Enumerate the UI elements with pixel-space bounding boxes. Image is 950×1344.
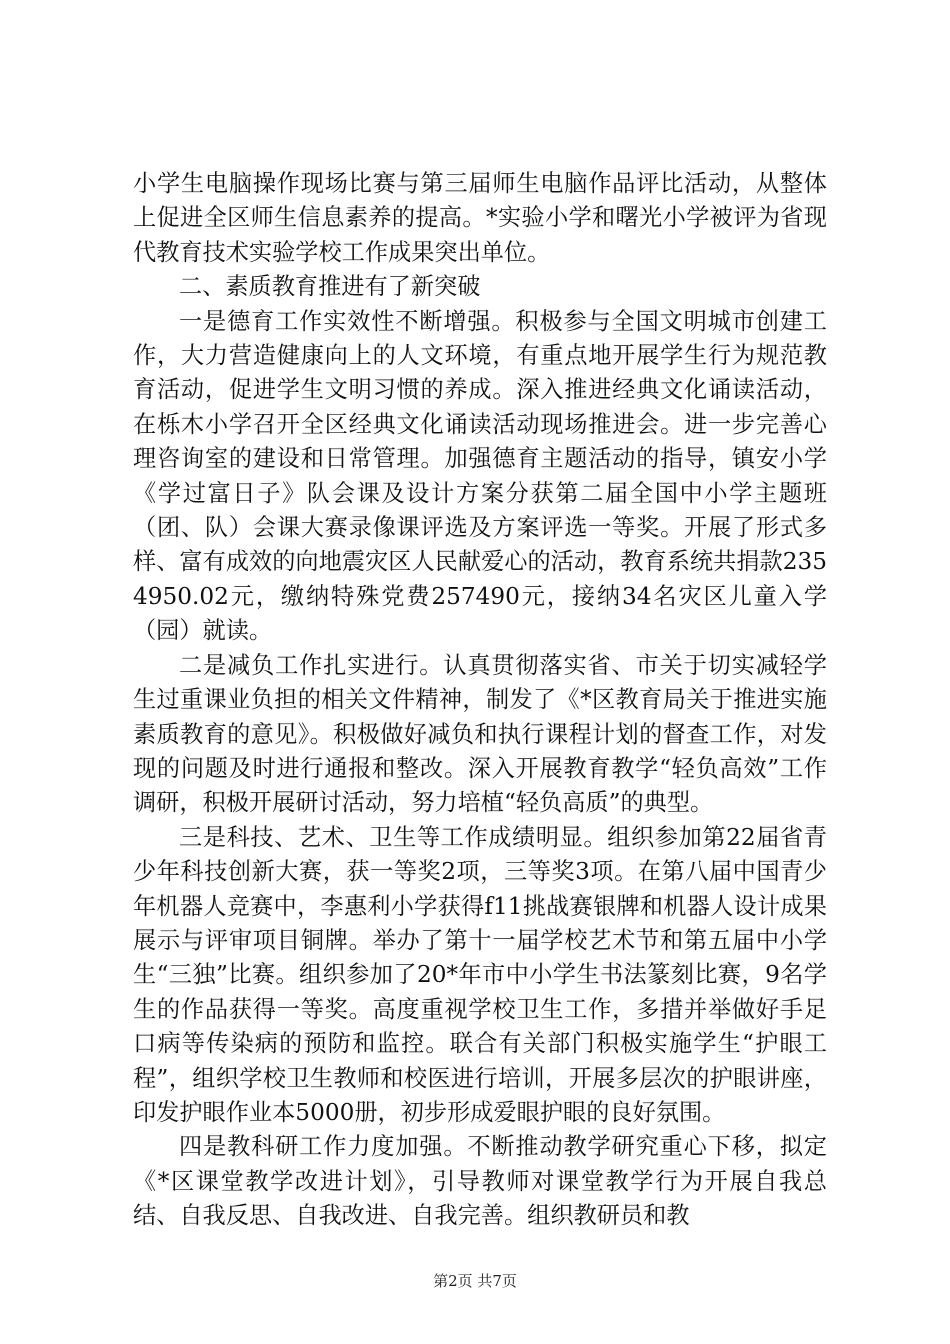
page-number-footer: 第2页 共7页	[433, 1272, 517, 1290]
paragraph-teaching-research: 四是教科研工作力度加强。不断推动教学研究重心下移，拟定《*区课堂教学改进计划》，引导教师对课堂教学行为开展自我总结、自我反思、自我改进、自我完善。组织教研员和教	[133, 1133, 827, 1230]
document-body	[133, 167, 827, 1234]
paragraph-1: 小学生电脑操作现场比赛与第三届师生电脑作品评比活动，从整体上促进全区师生信息素养的提高。*实验小学和曙光小学被评为省现代教育技术实验学校工作成果突出单位。	[133, 170, 827, 266]
paragraph-burden-reduction: 二是减负工作扎实进行。认真贯彻落实省、市关于切实减轻学生过重课业负担的相关文件精神，制发了《*区教育局关于推进实施素质教育的意见》。积极做好减负和执行课程计划的督查工作，对发现的问题及时进行通报和整改。深入开展教育教学“轻负高效”工作调研，积极开展研讨活动，努力培植“轻负高质”的典型。	[133, 651, 827, 817]
paragraph-science-art-health: 三是科技、艺术、卫生等工作成绩明显。组织参加第22届省青少年科技创新大赛，获一等奖2项，三等奖3项。在第八届中国青少年机器人竞赛中，李惠利小学获得f11挑战赛银牌和机器人设计成果展示与评审项目铜牌。举办了第十一届学校艺术节和第五届中小学生“三独”比赛。组织参加了20*年市中小学生书法篆刻比赛，9名学生的作品获得一等奖。高度重视学校卫生工作，多措并举做好手足口病等传染病的预防和监控。联合有关部门积极实施学生“护眼工程”，组织学校卫生教师和校医进行培训，开展多层次的护眼讲座，印发护眼作业本5000册，初步形成爱眼护眼的良好氛围。	[133, 823, 827, 1126]
section-heading: 二、素质教育推进有了新突破	[179, 273, 481, 301]
paragraph-moral-education: 一是德育工作实效性不断增强。积极参与全国文明城市创建工作，大力营造健康向上的人文环境，有重点地开展学生行为规范教育活动，促进学生文明习惯的养成。深入推进经典文化诵读活动，在栎木小学召开全区经典文化诵读活动现场推进会。进一步完善心理咨询室的建设和日常管理。加强德育主题活动的指导，镇安小学《学过富日子》队会课及设计方案分获第二届全国中小学主题班（团、队）会课大赛录像课评选及方案评选一等奖。开展了形式多样、富有成效的向地震灾区人民献爱心的活动，教育系统共捐款2354950.02元，缴纳特殊党费257490元，接纳34名灾区儿童入学（园）就读。	[133, 307, 827, 645]
